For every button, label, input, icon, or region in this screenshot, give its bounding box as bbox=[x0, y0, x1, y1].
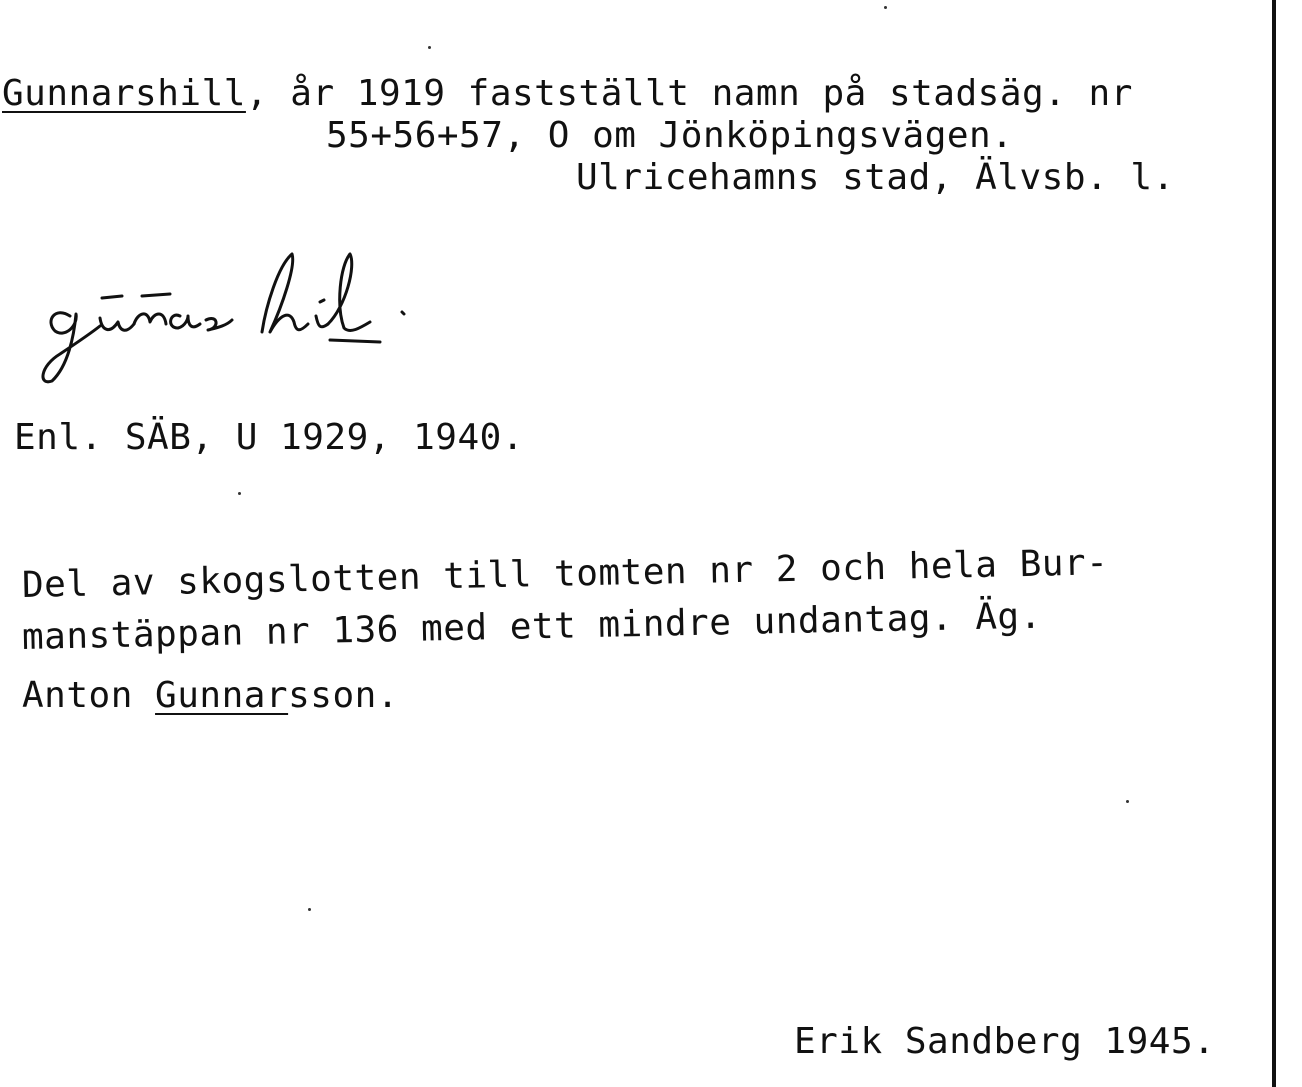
owner-prefix: Anton bbox=[22, 675, 156, 716]
entry-line-3: Ulricehamns stad, Älvsb. l. bbox=[576, 157, 1175, 198]
signature-line: Erik Sandberg 1945. bbox=[794, 1021, 1216, 1062]
description-line-1: Del av skogslotten till tomten nr 2 och hela Bur- bbox=[21, 542, 1109, 606]
entry-line-1 bbox=[2, 74, 1133, 114]
scan-speck bbox=[238, 492, 241, 495]
owner-name-suffix: sson. bbox=[288, 675, 399, 716]
scan-speck bbox=[1126, 800, 1129, 803]
source-reference: Enl. SÄB, U 1929, 1940. bbox=[14, 417, 524, 458]
card-edge-line bbox=[1272, 0, 1276, 1087]
description-line-2: manstäppan nr 136 med ett mindre undantag. Äg. bbox=[21, 595, 1043, 658]
entry-line-1-rest: , år 1919 fastställt namn på stadsäg. nr bbox=[245, 73, 1133, 114]
owner-name-underlined: Gunnar bbox=[155, 675, 289, 716]
entry-line-2: 55+56+57, O om Jönköpingsvägen. bbox=[326, 115, 1014, 156]
headword: Gunnarshill bbox=[2, 73, 246, 114]
scan-speck bbox=[884, 6, 887, 9]
scan-speck bbox=[428, 46, 431, 49]
scan-speck bbox=[308, 908, 311, 911]
handwritten-pronunciation-signature bbox=[30, 236, 610, 396]
description-line-3 bbox=[22, 676, 399, 716]
